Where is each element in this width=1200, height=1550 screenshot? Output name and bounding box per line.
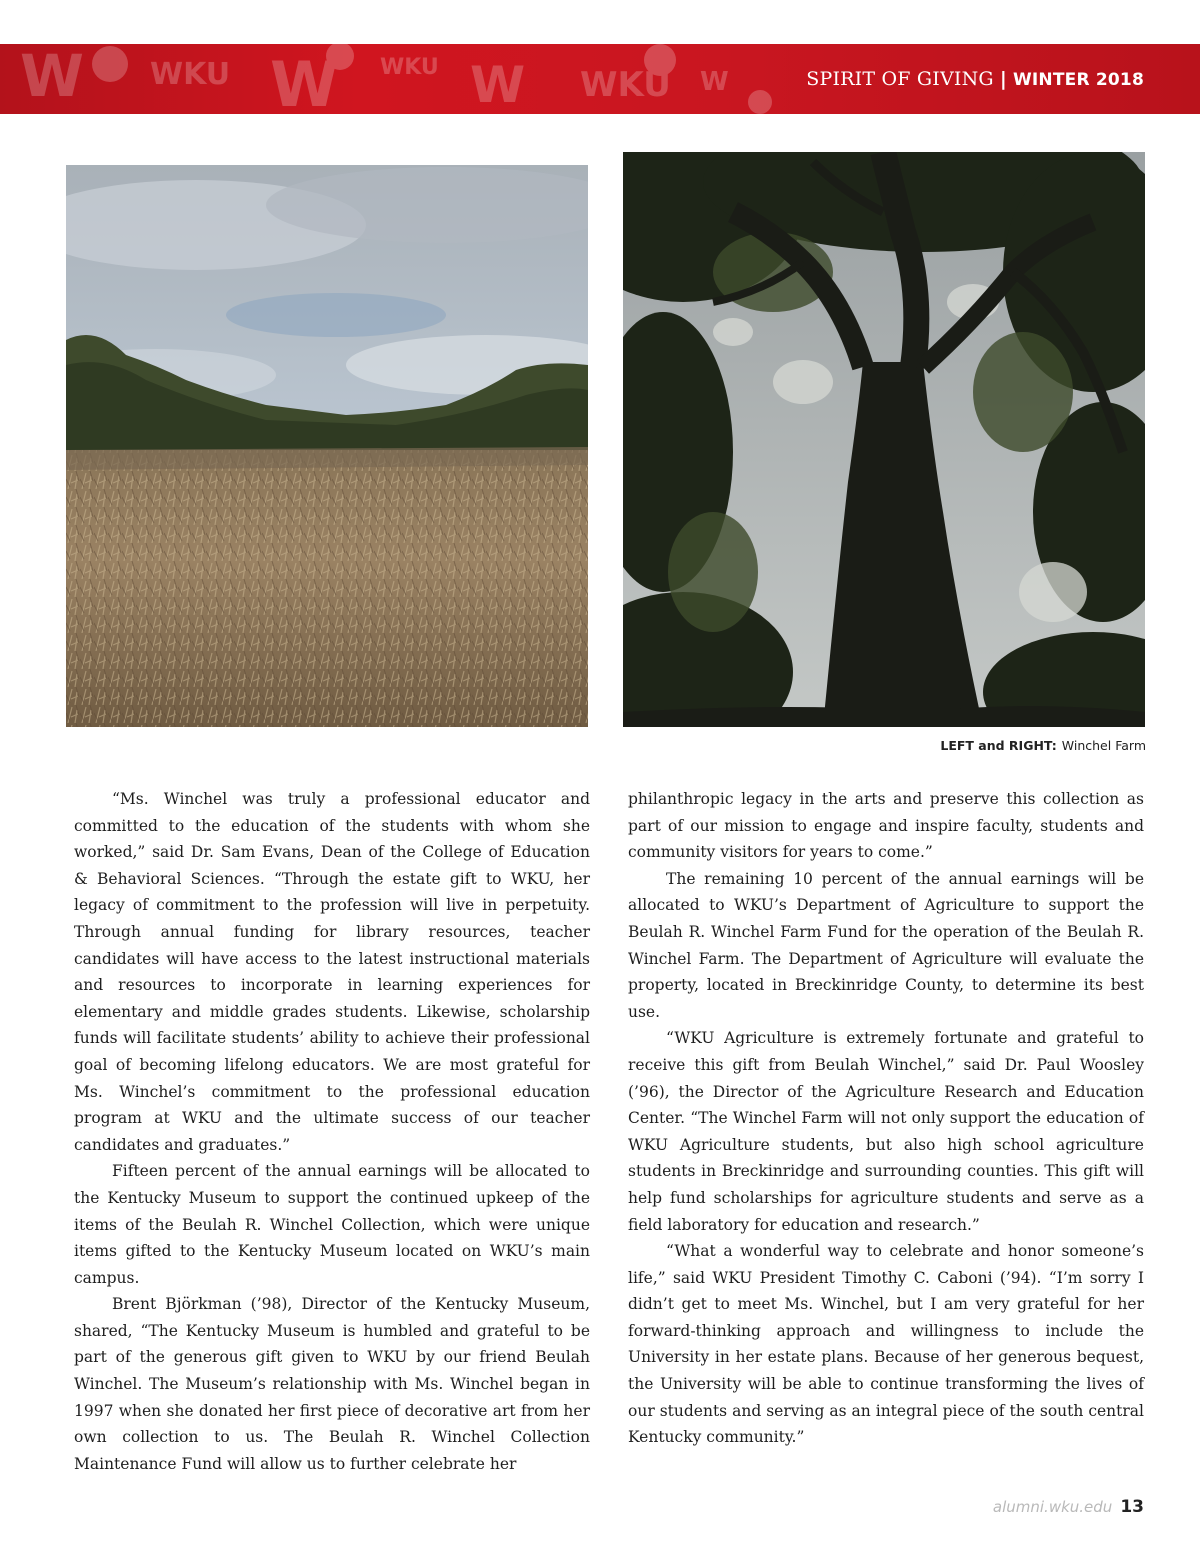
article-paragraph: “What a wonderful way to celebrate and honor someone’s life,” said WKU President Timothy C. Caboni (’94). “I’m sorry I didn’t get to meet Ms. Winchel, but I am very grateful for her forward-thinking approach and willingness to include the University in her estate plans. Because of her generous bequest, the University will be able to continue transforming the lives of our students and serving as an integral piece of the south central Kentucky community.”: [628, 1242, 1144, 1447]
article-paragraph: “Ms. Winchel was truly a professional educator and committed to the education of the students with whom she worked,” said Dr. Sam Evans, Dean of the College of Education & Behavioral Sciences. “Through the estate gift to WKU, her legacy of commitment to the profession will live in perpetuity. Through annual funding for library resources, teacher candidates will have access to the latest instructional materials and resources to incorporate in learning experiences for elementary and middle grades students. Likewise, scholarship funds will facilitate students’ ability to achieve their professional goal of becoming lifelong educators. We are most grateful for Ms. Winchel’s commitment to the professional education program at WKU and the ultimate success of our teacher candidates and graduates.”: [74, 790, 590, 1154]
farm-field-photo: [66, 165, 588, 727]
footer-url: alumni.wku.edu: [992, 1498, 1113, 1516]
article-paragraph: Fifteen percent of the annual earnings will be allocated to the Kentucky Museum to support the continued upkeep of the items of the Beulah R. Winchel Collection, which were unique items gifted to the Kentucky Museum located on WKU’s main campus.: [74, 1162, 590, 1287]
caption-label: LEFT and RIGHT:: [940, 738, 1057, 753]
header-separator: |: [999, 68, 1007, 90]
page-number: 13: [1120, 1497, 1144, 1517]
svg-text:W: W: [470, 56, 526, 114]
article-paragraph: The remaining 10 percent of the annual earnings will be allocated to WKU’s Department of Agriculture to support the Beulah R. Winchel Farm Fund for the operation of the Beulah R. Winchel Farm. The Department of Agriculture will evaluate the property, located in Breckinridge County, to determine its best use.: [628, 869, 1144, 1021]
caption-text: Winchel Farm: [1061, 738, 1146, 753]
svg-text:W: W: [270, 48, 339, 114]
article-column-right: [628, 786, 1144, 1451]
svg-text:W: W: [700, 67, 729, 97]
tree-photo: [623, 152, 1145, 727]
svg-text:WKU: WKU: [150, 57, 231, 92]
photo-caption: [940, 738, 1146, 753]
svg-text:WKU: WKU: [380, 55, 439, 80]
page-footer: [993, 1497, 1144, 1517]
article-paragraph: “WKU Agriculture is extremely fortunate and grateful to receive this gift from Beulah Winchel,” said Dr. Paul Woosley (’96), the Director of the Agriculture Research and Education Center. “The Winchel Farm will not only support the education of WKU Agriculture students, but also high school agriculture students in Breckinridge and surrounding counties. This gift will help fund scholarships for agriculture students and serve as a field laboratory for education and research.”: [628, 1029, 1144, 1234]
publication-title: [806, 68, 1144, 90]
article-paragraph-continued: philanthropic legacy in the arts and preserve this collection as part of our mission to engage and inspire faculty, students and community visitors for years to come.”: [628, 790, 1144, 862]
header-banner: [0, 44, 1200, 114]
article-column-left: [74, 786, 590, 1477]
svg-text:WKU: WKU: [580, 65, 671, 105]
svg-text:W: W: [20, 44, 84, 110]
publication-name: SPIRIT OF GIVING: [806, 68, 994, 90]
article-paragraph: Brent Björkman (’98), Director of the Kentucky Museum, shared, “The Kentucky Museum is humbled and grateful to be part of the generous gift given to WKU by our friend Beulah Winchel. The Museum’s relationship with Ms. Winchel began in 1997 when she donated her first piece of decorative art from her own collection to us. The Beulah R. Winchel Collection Maintenance Fund will allow us to further celebrate her: [74, 1295, 590, 1473]
issue-label: WINTER 2018: [1012, 70, 1144, 90]
